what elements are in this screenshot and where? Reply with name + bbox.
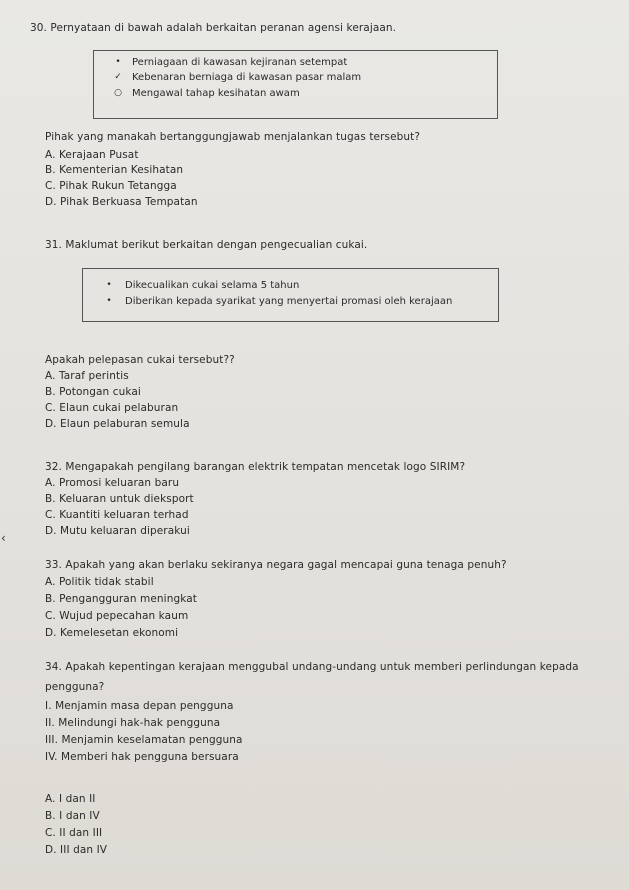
question-31-box-item: Dikecualikan cukai selama 5 tahun [125,280,300,291]
question-30-option-d: D. Pihak Berkuasa Tempatan [45,196,198,208]
bullet-icon: • [106,280,112,290]
question-31-box-item: Diberikan kepada syarikat yang menyertai promasi oleh kerajaan [125,296,453,307]
question-34-option-d: D. III dan IV [45,844,108,856]
question-30-prompt: Pihak yang manakah bertanggungjawab menjalankan tugas tersebut? [45,131,421,143]
question-34-statement-2: II. Melindungi hak-hak pengguna [45,717,221,729]
question-32-option-a: A. Promosi keluaran baru [45,477,180,489]
question-33-option-c: C. Wujud pepecahan kaum [45,610,189,622]
question-31-option-d: D. Elaun pelaburan semula [45,418,190,430]
question-34-option-c: C. II dan III [45,827,103,839]
margin-arrow-icon: ‹ [1,531,6,545]
question-31-option-b: B. Potongan cukai [45,386,141,398]
question-30-box-item: Kebenaran berniaga di kawasan pasar malam [132,72,362,83]
question-34-text-line2: pengguna? [45,681,105,693]
bullet-icon: • [106,296,112,306]
question-33-text: 33. Apakah yang akan berlaku sekiranya negara gagal mencapai guna tenaga penuh? [45,559,507,571]
checkmark-icon: ✓ [114,72,122,82]
question-32-text: 32. Mengapakah pengilang barangan elektrik tempatan mencetak logo SIRIM? [45,461,466,473]
question-31-option-c: C. Elaun cukai pelaburan [45,402,179,414]
question-34-option-b: B. I dan IV [45,810,100,822]
question-32-option-b: B. Keluaran untuk dieksport [45,493,194,505]
question-34-statement-3: III. Menjamin keselamatan pengguna [45,734,243,746]
question-32-option-c: C. Kuantiti keluaran terhad [45,509,189,521]
question-34-text-line1: 34. Apakah kepentingan kerajaan menggubal undang-undang untuk memberi perlindungan kepada [45,661,579,673]
question-34-option-a: A. I dan II [45,793,96,805]
question-30-option-a: A. Kerajaan Pusat [45,149,139,161]
bullet-icon: • [115,57,121,67]
question-33-option-b: B. Pengangguran meningkat [45,593,197,605]
question-30-text: 30. Pernyataan di bawah adalah berkaitan peranan agensi kerajaan. [30,22,397,34]
circle-bullet-icon: ○ [114,88,122,98]
question-34-statement-1: I. Menjamin masa depan pengguna [45,700,234,712]
question-30-box-item: Perniagaan di kawasan kejiranan setempat [132,57,348,68]
question-31-text: 31. Maklumat berikut berkaitan dengan pengecualian cukai. [45,239,368,251]
question-31-prompt: Apakah pelepasan cukai tersebut?? [45,354,235,366]
question-34-statement-4: IV. Memberi hak pengguna bersuara [45,751,239,763]
question-32-option-d: D. Mutu keluaran diperakui [45,525,190,537]
question-33-option-a: A. Politik tidak stabil [45,576,154,588]
question-30-box-item: Mengawal tahap kesihatan awam [132,88,300,99]
question-31-option-a: A. Taraf perintis [45,370,129,382]
question-30-option-b: B. Kementerian Kesihatan [45,164,184,176]
question-30-option-c: C. Pihak Rukun Tetangga [45,180,177,192]
question-33-option-d: D. Kemelesetan ekonomi [45,627,179,639]
